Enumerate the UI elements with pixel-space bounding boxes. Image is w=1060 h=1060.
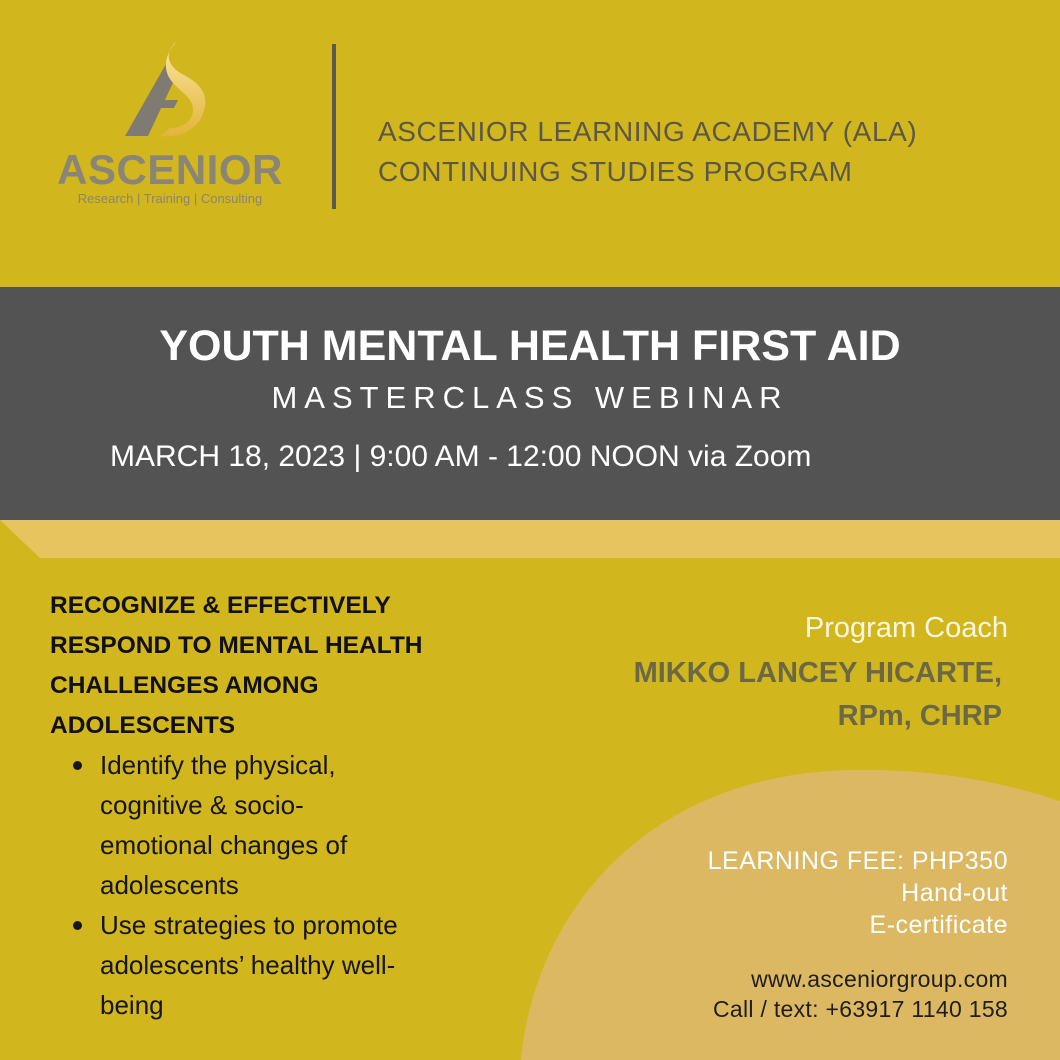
- header-divider: [332, 44, 336, 209]
- fee-inclusion: E-certificate: [869, 911, 1008, 939]
- list-item-line: adolescents: [100, 870, 239, 900]
- program-name: CONTINUING STUDIES PROGRAM: [378, 156, 853, 187]
- bullet-icon: [73, 921, 82, 930]
- objective-line: CHALLENGES AMONG: [50, 672, 319, 699]
- ascenior-logo: [50, 38, 295, 213]
- objective-line: RECOGNIZE & EFFECTIVELY: [50, 592, 391, 619]
- learning-fee: LEARNING FEE: PHP350: [707, 847, 1008, 875]
- list-item-line: emotional changes of: [100, 830, 348, 860]
- coach-credentials: RPm, CHRP: [837, 700, 1002, 732]
- fee-details: [708, 845, 1008, 941]
- event-subtitle: MASTERCLASS WEBINAR: [271, 380, 789, 415]
- list-item-line: adolescents’ healthy well-: [100, 950, 396, 980]
- phone-number: Call / text: +63917 1140 158: [712, 996, 1008, 1022]
- org-name: ASCENIOR LEARNING ACADEMY (ALA): [378, 116, 918, 147]
- objective-line: RESPOND TO MENTAL HEALTH: [50, 632, 423, 659]
- website-link[interactable]: www.asceniorgroup.com: [751, 966, 1008, 992]
- objective-line: ADOLESCENTS: [50, 712, 236, 739]
- fee-inclusion: Hand-out: [901, 879, 1008, 907]
- list-item-line: cognitive & socio-: [100, 790, 304, 820]
- learning-objective: [50, 586, 490, 746]
- contact-info: [713, 964, 1008, 1024]
- list-item-line: Use strategies to promote: [100, 910, 398, 940]
- accent-stripe: [0, 520, 1060, 560]
- list-item: [50, 905, 490, 1025]
- objective-list: [50, 745, 490, 1025]
- list-item-line: Identify the physical,: [100, 750, 336, 780]
- bullet-icon: [73, 761, 82, 770]
- list-item: [50, 745, 490, 905]
- event-schedule: MARCH 18, 2023 | 9:00 AM - 12:00 NOON via Zoom: [110, 440, 812, 473]
- list-item-line: being: [100, 990, 164, 1020]
- coach-name-line: MIKKO LANCEY HICARTE,: [633, 657, 1002, 689]
- logo-wordmark: ASCENIOR: [57, 146, 283, 193]
- logo-tagline: Research | Training | Consulting: [77, 191, 263, 206]
- coach-name: [634, 652, 1002, 738]
- event-title: YOUTH MENTAL HEALTH FIRST AID: [159, 322, 901, 370]
- coach-label: Program Coach: [804, 612, 1008, 644]
- ascenior-swoosh-icon: [120, 38, 230, 143]
